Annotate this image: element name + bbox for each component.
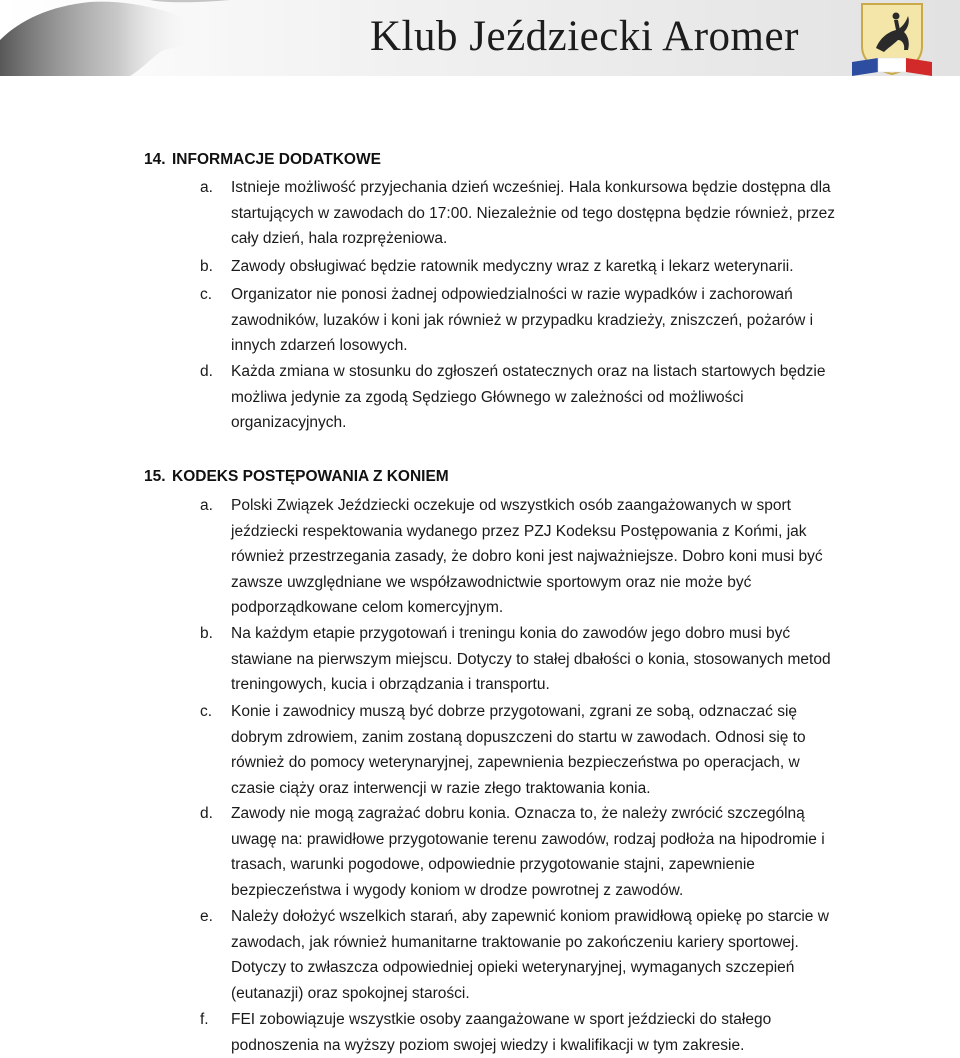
list-text: Każda zmiana w stosunku do zgłoszeń ostatecznych oraz na listach startowych będzie możliwa jedynie za zgodą Sędziego Głównego w zależności od możliwości organizacyjnych. [231, 363, 826, 431]
section-title [144, 468, 449, 486]
header-banner [0, 0, 960, 76]
list-letter: f. [200, 1011, 209, 1028]
horse-head-icon [0, 0, 300, 76]
section-title [144, 151, 381, 169]
list-letter: c. [200, 703, 213, 720]
section-heading: INFORMACJE DODATKOWE [172, 151, 381, 168]
list-text: Organizator nie ponosi żadnej odpowiedzialności w razie wypadków i zachorowań zawodników, luzaków i koni jak również w przypadku kradzieży, zniszczeń, pożarów i innych zdarzeń losowych. [231, 286, 814, 354]
list-text: FEI zobowiązuje wszystkie osoby zaangażowane w sport jeździecki do stałego podnoszenia na wyższy poziom swojej wiedzy i kwalifikacji w tym zakresie. [231, 1011, 772, 1054]
list-text: Konie i zawodnicy muszą być dobrze przygotowani, zgrani ze sobą, odznaczać się dobrym zdrowiem, zanim zostaną dopuszczeni do startu w zawodach. Odnosi się to również do pomocy weterynaryjnej, zapewnienia bezpieczeństwa po operacjach, w czasie ciąży oraz interwencji w razie złego traktowania konia. [231, 703, 806, 797]
list-text: Istnieje możliwość przyjechania dzień wcześniej. Hala konkursowa będzie dostępna dla startujących w zawodach do 17:00. Niezależnie od tego dostępna będzie również, przez cały dzień, hala rozprężeniowa. [231, 179, 836, 247]
list-letter: a. [200, 179, 213, 196]
list-letter: c. [200, 286, 213, 303]
list-letter: e. [200, 908, 213, 925]
list-text: Na każdym etapie przygotowań i treningu konia do zawodów jego dobro musi być stawiane na pierwszym miejscu. Dotyczy to stałej dbałości o konia, stosowanych metod treningowych, kucia i obrządzania i transportu. [231, 625, 831, 693]
list-text: Zawody obsługiwać będzie ratownik medyczny wraz z karetką i lekarz weterynarii. [231, 258, 794, 275]
header-title: Klub Jeździecki Aromer [370, 13, 799, 60]
list-letter: b. [200, 625, 213, 642]
list-text: Należy dołożyć wszelkich starań, aby zapewnić koniom prawidłową opiekę po starcie w zawodach, jak również humanitarne traktowanie po zakończeniu kariery sportowej. Dotyczy to zwłaszcza odpowiedniej opieki weterynaryjnej, wymaganych szczepień (eutanazji) oraz spokojnej starości. [231, 908, 829, 1002]
list-text: Polski Związek Jeździecki oczekuje od wszystkich osób zaangażowanych w sport jeździecki respektowania wydanego przez PZJ Kodeksu Postępowania z Końmi, jak również przestrzegania zasady, że dobro koni jest najważniejsze. Dobro koni musi być zawsze uwzględniane we współzawodnictwie sportowym oraz nie może być podporządkowane celom komercyjnym. [231, 497, 823, 616]
list-letter: a. [200, 497, 213, 514]
list-letter: b. [200, 258, 213, 275]
section-number: 15. [144, 468, 166, 485]
club-logo-icon [850, 2, 934, 76]
section-heading: KODEKS POSTĘPOWANIA Z KONIEM [172, 468, 449, 485]
list-text: Zawody nie mogą zagrażać dobru konia. Oznacza to, że należy zwrócić szczególną uwagę na: prawidłowe przygotowanie terenu zawodów, rodzaj podłoża na hipodromie i trasach, warunki pogodowe, odpowiednie przygotowanie stajni, zapewnienie bezpieczeństwa i wygody koniom w drodze powrotnej z zawodów. [231, 805, 825, 899]
list-letter: d. [200, 363, 213, 380]
list-letter: d. [200, 805, 213, 822]
section-number: 14. [144, 151, 166, 168]
